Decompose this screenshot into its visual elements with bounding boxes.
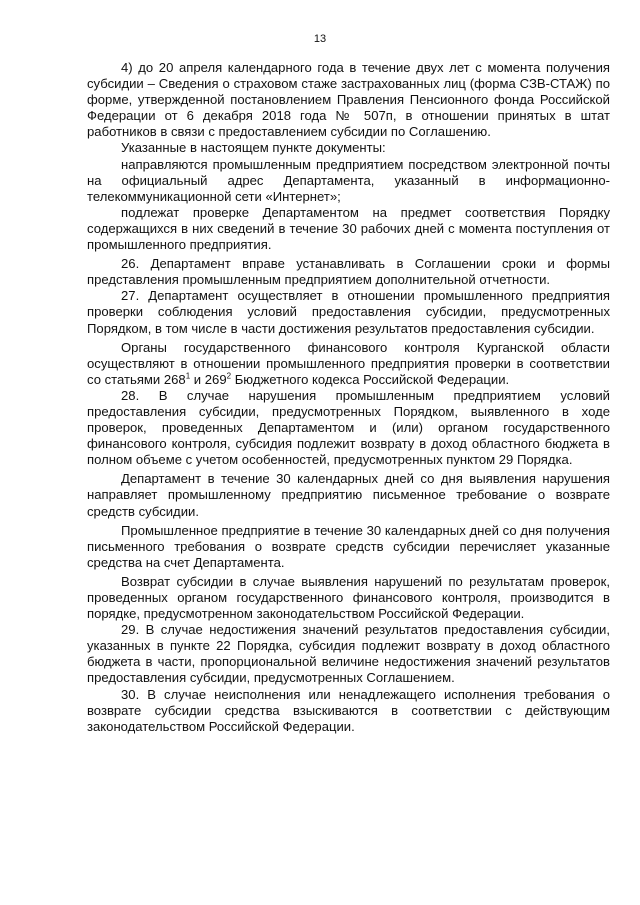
paragraph-item-4-docs: 4) до 20 апреля календарного года в течение двух лет с момента получения субсидии – Сведения о страховом стаже застрахованных лиц (форма СЗВ-СТАЖ) по форме, утвержденной постановлением Правления Пенсионного фонда Российской Федерации от 6 декабря 2018 года № 507п, в отношении принятых в штат работников в связи с предоставлением субсидии по Соглашению. [87,60,610,140]
paragraph-clause-28: 28. В случае нарушения промышленным предприятием условий предоставления субсидии, предусмотренных Порядком, выявленного в ходе проверок, проведенных Департаментом и (или) органом государственного финансового контроля, субсидия подлежит возврату в доход областного бюджета в полном объеме с учетом особенностей, предусмотренных пунктом 29 Порядка. [87,387,610,468]
article-268-superscript: 1 [185,371,191,381]
paragraph-docs-verification: подлежат проверке Департаментом на предмет соответствия Порядку содержащихся в них сведений в течение 30 рабочих дней с момента поступления от промышленного предприятия. [87,204,610,253]
financial-control-text-end: Бюджетного кодекса Российской Федерации. [231,371,510,387]
financial-control-text-middle: и 269 [190,371,227,387]
paragraph-clause-29: 29. В случае недостижения значений результатов предоставления субсидии, указанных в пункте 22 Порядка, субсидия подлежит возврату в доход областного бюджета в части, пропорциональной величине недостижения значений результатов предоставления субсидии, предусмотренных Соглашением. [87,622,610,686]
page-number: 13 [313,33,327,45]
document-body [87,60,610,735]
paragraph-clause-30: 30. В случае неисполнения или ненадлежащего исполнения требования о возврате субсидии средства взыскиваются в соответствии с действующим законодательством Российской Федерации. [87,686,610,734]
financial-control-text-start: Органы государственного финансового контроля Курганской области осуществляют в отношении промышленного предприятия проверки в соответствии со статьями 268 [87,339,610,387]
article-269-superscript: 2 [226,371,232,381]
paragraph-return-procedure: Возврат субсидии в случае выявления нарушений по результатам проверок, проведенных органом государственного финансового контроля, производится в порядке, предусмотренном законодательством Российской Федерации. [87,573,610,622]
paragraph-return-demand: Департамент в течение 30 календарных дней со дня выявления нарушения направляет промышленному предприятию письменное требование о возврате средств субсидии. [87,471,610,519]
paragraph-financial-control [87,340,610,388]
paragraph-docs-sending: направляются промышленным предприятием посредством электронной почты на официальный адрес Департамента, указанный в информационно-телекоммуникационной сети «Интернет»; [87,156,610,204]
paragraph-docs-intro: Указанные в настоящем пункте документы: [121,140,386,156]
paragraph-clause-27: 27. Департамент осуществляет в отношении промышленного предприятия проверки соблюдения условий предоставления субсидии, предусмотренных Порядком, в том числе в части достижения результатов предоставления субсидии. [87,288,610,336]
paragraph-clause-26: 26. Департамент вправе устанавливать в Соглашении сроки и формы представления промышленным предприятием дополнительной отчетности. [87,256,610,288]
paragraph-return-transfer: Промышленное предприятие в течение 30 календарных дней со дня получения письменного требования о возврате средств субсидии перечисляет указанные средства на счет Департамента. [87,522,610,570]
